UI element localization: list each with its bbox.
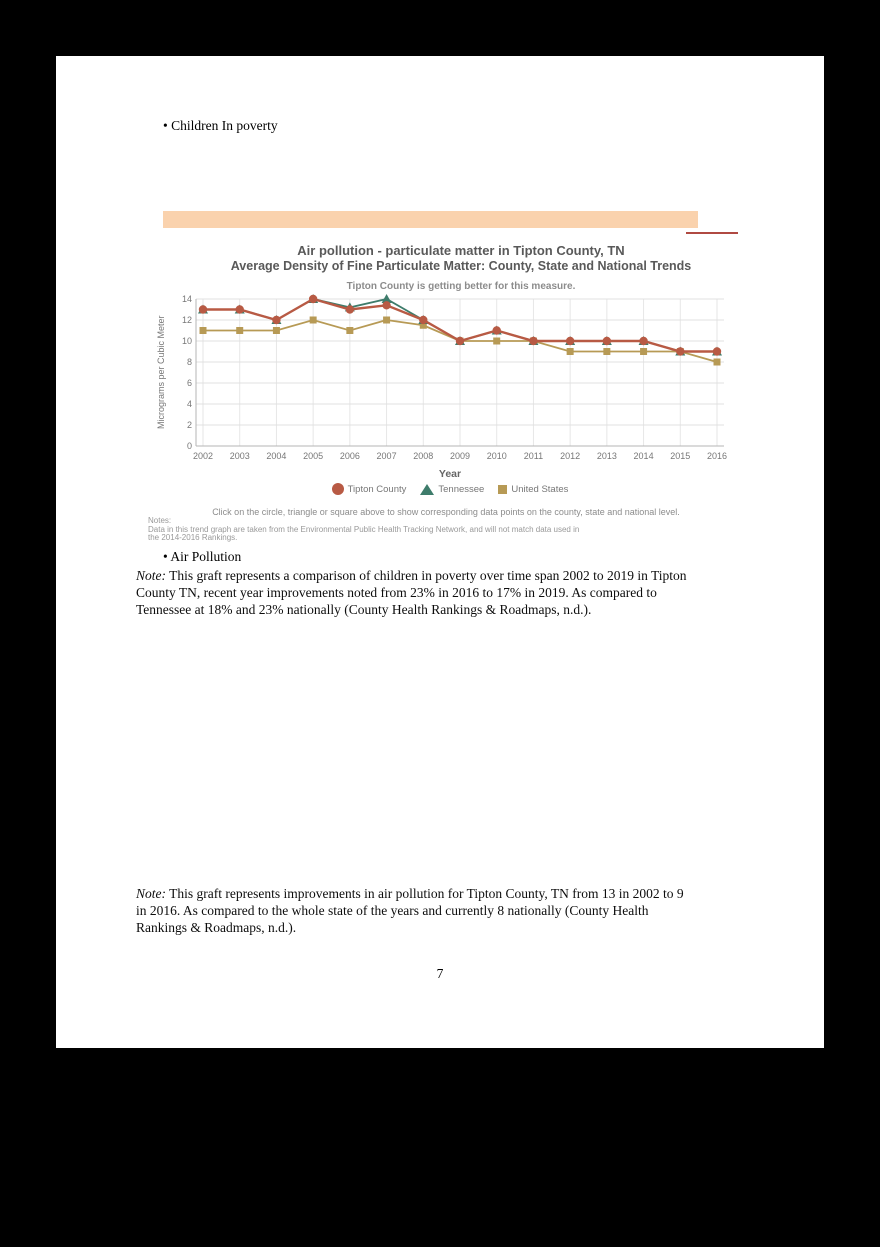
chart-title: Air pollution - particulate matter in Tipton County, TN bbox=[297, 243, 625, 258]
x-tick-label: 2008 bbox=[413, 451, 434, 461]
x-tick-label: 2005 bbox=[303, 451, 324, 461]
marker-tipton-county bbox=[236, 305, 244, 313]
page-number: 7 bbox=[436, 966, 444, 981]
marker-tipton-county bbox=[639, 337, 647, 345]
x-tick-label: 2011 bbox=[523, 451, 544, 461]
figure-header-bar bbox=[163, 211, 698, 228]
x-tick-label: 2014 bbox=[633, 451, 654, 461]
marker-tipton-county bbox=[566, 337, 574, 345]
x-tick-label: 2002 bbox=[192, 451, 214, 461]
marker-tipton-county bbox=[199, 305, 207, 313]
legend-label: United States bbox=[511, 483, 569, 495]
legend-label: Tennessee bbox=[438, 483, 485, 495]
document-page bbox=[56, 56, 824, 1048]
note2-label: Note: bbox=[136, 886, 166, 901]
marker-tipton-county bbox=[493, 326, 501, 334]
x-tick-label: 2012 bbox=[560, 451, 581, 461]
marker-tipton-county bbox=[309, 295, 317, 303]
note-paragraph-1 bbox=[136, 567, 696, 619]
marker-united-states bbox=[310, 317, 317, 324]
bullet-air-pollution: • Air Pollution bbox=[163, 549, 242, 564]
marker-united-states bbox=[200, 327, 207, 334]
y-tick-label: 4 bbox=[186, 399, 192, 409]
x-tick-label: 2015 bbox=[670, 451, 691, 461]
y-tick-label: 10 bbox=[181, 336, 192, 346]
note-paragraph-2 bbox=[136, 885, 696, 937]
marker-tipton-county bbox=[676, 347, 684, 355]
marker-united-states bbox=[714, 359, 721, 366]
marker-united-states bbox=[273, 327, 280, 334]
legend-item-united-states[interactable] bbox=[498, 484, 568, 495]
chart-legend bbox=[170, 483, 730, 495]
marker-tipton-county bbox=[529, 337, 537, 345]
marker-united-states bbox=[493, 338, 500, 345]
legend-triangle-icon[interactable] bbox=[420, 484, 434, 495]
x-tick-label: 2016 bbox=[706, 451, 728, 461]
note1-label: Note: bbox=[136, 568, 166, 583]
x-tick-label: 2009 bbox=[449, 451, 471, 461]
chart-status-text: Tipton County is getting better for this measure. bbox=[346, 281, 576, 292]
x-tick-label: 2004 bbox=[266, 451, 287, 461]
chart-notes-line2: the 2014-2016 Rankings. bbox=[148, 533, 238, 542]
marker-tipton-county bbox=[346, 305, 354, 313]
y-tick-label: 0 bbox=[186, 441, 192, 451]
y-tick-label: 2 bbox=[186, 420, 192, 430]
note1-text: This graft represents a comparison of children in poverty over time span 2002 to 2019 in Tipton County TN, recent year improvements noted from 23% in 2016 to 17% in 2019. As compared to Tennessee at 18% and 23% nationally (County Health Rankings & Roadmaps, n.d.). bbox=[136, 568, 687, 618]
legend-label: Tipton County bbox=[347, 483, 407, 495]
x-tick-label: 2013 bbox=[596, 451, 617, 461]
x-tick-label: 2003 bbox=[229, 451, 250, 461]
chart-caption: Click on the circle, triangle or square above to show corresponding data points on the county, state and national level. bbox=[212, 507, 680, 517]
marker-tipton-county bbox=[456, 337, 464, 345]
red-underline bbox=[686, 232, 738, 234]
legend-item-tipton-county[interactable] bbox=[332, 483, 407, 495]
note2-text: This graft represents improvements in air pollution for Tipton County, TN from 13 in 2002 to 9 in 2016. As compared to the whole state of the years and currently 8 nationally (County Health Rankings & Roadmaps, n.d.). bbox=[136, 886, 684, 936]
chart-notes-label: Notes: bbox=[148, 516, 172, 525]
x-axis-label: Year bbox=[438, 468, 462, 480]
marker-tipton-county bbox=[419, 316, 427, 324]
legend-item-tennessee[interactable] bbox=[420, 484, 484, 495]
trend-chart bbox=[170, 294, 730, 464]
y-tick-label: 6 bbox=[186, 378, 192, 388]
chart-notes-line1: Data in this trend graph are taken from the Environmental Public Health Tracking Network, and will not match data used in bbox=[148, 524, 580, 534]
chart-notes bbox=[148, 517, 579, 543]
marker-united-states bbox=[346, 327, 353, 334]
marker-united-states bbox=[603, 348, 610, 355]
y-tick-label: 8 bbox=[186, 357, 192, 367]
marker-tipton-county bbox=[603, 337, 611, 345]
marker-tipton-county bbox=[272, 316, 280, 324]
marker-tipton-county bbox=[713, 347, 721, 355]
x-tick-label: 2007 bbox=[376, 451, 397, 461]
legend-circle-icon[interactable] bbox=[332, 483, 344, 495]
marker-united-states bbox=[236, 327, 243, 334]
marker-tipton-county bbox=[382, 301, 390, 309]
y-tick-label: 14 bbox=[181, 294, 192, 304]
x-tick-label: 2010 bbox=[486, 451, 507, 461]
marker-united-states bbox=[383, 317, 390, 324]
y-axis-label: Micrograms per Cubic Meter bbox=[156, 315, 166, 429]
x-tick-label: 2006 bbox=[339, 451, 360, 461]
chart-subtitle: Average Density of Fine Particulate Matter: County, State and National Trends bbox=[230, 259, 692, 273]
legend-square-icon[interactable] bbox=[498, 485, 507, 494]
bullet-children-in-poverty: • Children In poverty bbox=[163, 118, 278, 133]
marker-united-states bbox=[567, 348, 574, 355]
y-tick-label: 12 bbox=[181, 315, 192, 325]
marker-united-states bbox=[640, 348, 647, 355]
